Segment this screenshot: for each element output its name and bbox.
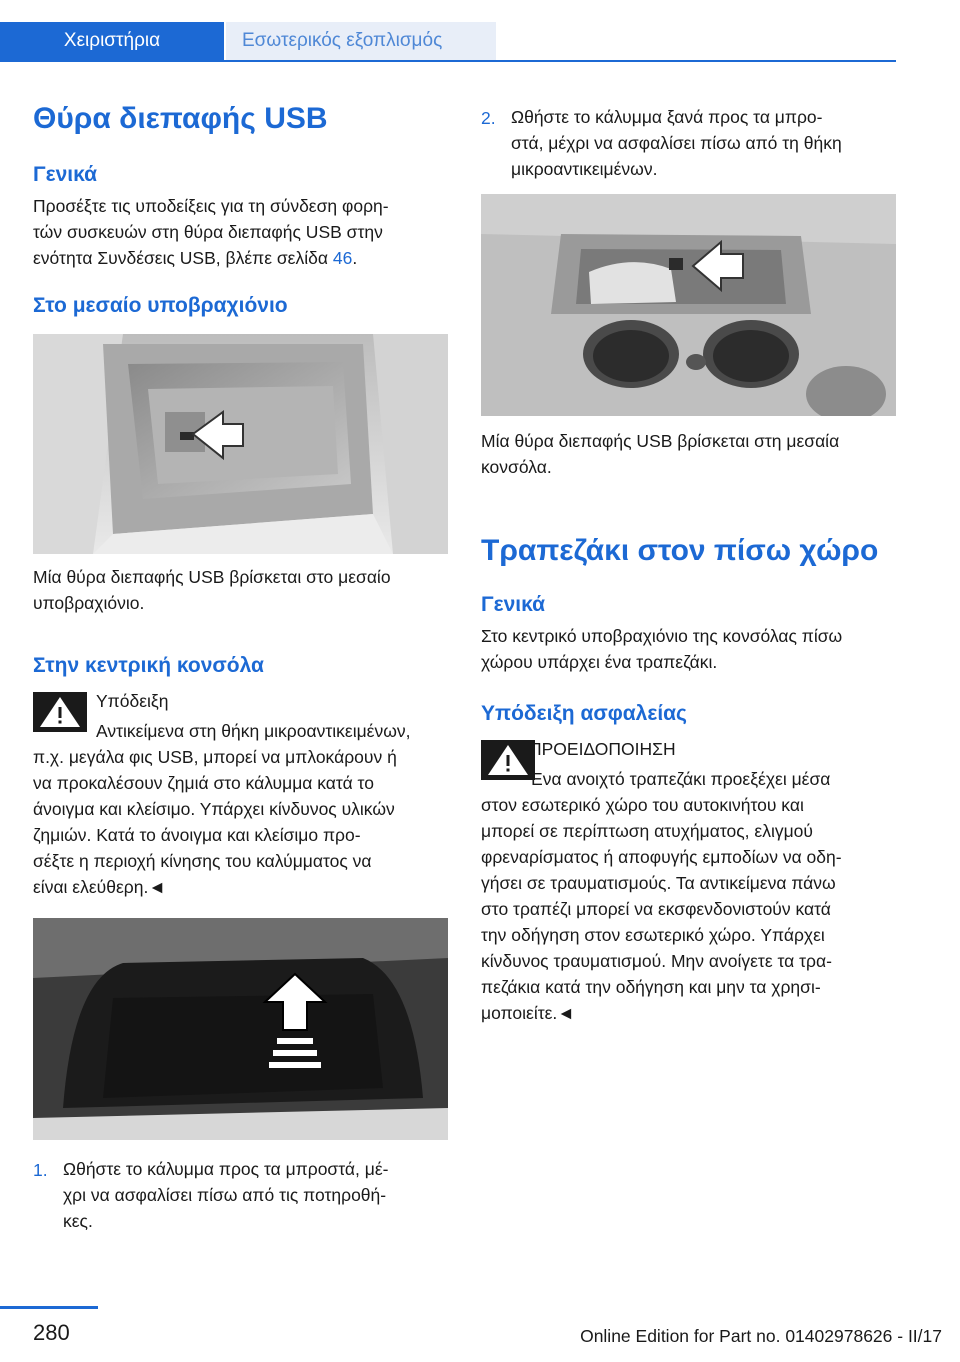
step-2-line-3: μικροαντικειμένων. — [511, 159, 658, 179]
footer-rule — [0, 1306, 98, 1309]
warning-line-9: πεζάκια κατά την οδήγηση και μην τα χρησι- — [481, 977, 821, 997]
tab-interior-equipment[interactable] — [226, 22, 496, 60]
general-line-1: Προσέξτε τις υποδείξεις για τη σύνδεση φορη- — [33, 196, 389, 216]
armrest-caption-line-1: Μία θύρα διεπαφής USB βρίσκεται στο μεσαίο — [33, 567, 391, 587]
warning-line-10: μοποιείτε.◄ — [481, 1003, 575, 1023]
warning-line-6: στο τραπέζι μπορεί να εκσφενδονιστούν κατά — [481, 899, 831, 919]
table-general-line-1: Στο κεντρικό υποβραχιόνιο της κονσόλας πίσω — [481, 626, 843, 646]
note-line-3: να προκαλέσουν ζημιά στο κάλυμμα κατά το — [33, 773, 374, 793]
general-paragraph — [33, 193, 453, 271]
console-usb-photo — [481, 194, 896, 416]
note-line-7: είναι ελεύθερη.◄ — [33, 877, 166, 897]
console-cover-photo — [33, 918, 448, 1140]
table-general-line-2: χώρου υπάρχει ένα τραπεζάκι. — [481, 652, 718, 672]
console-illustration — [481, 194, 896, 416]
armrest-usb-photo — [33, 334, 448, 554]
armrest-caption — [33, 564, 453, 616]
note-line-6: σέξτε η περιοχή κίνησης του καλύμματος να — [33, 851, 372, 871]
warning-line-1: Ένα ανοιχτό τραπεζάκι προεξέχει μέσα — [529, 769, 831, 789]
console-caption — [481, 428, 901, 480]
warning-line-7: την οδήγηση στον εσωτερικό χώρο. Υπάρχει — [481, 925, 825, 945]
heading-armrest: Στο μεσαίο υποβραχιόνιο — [33, 294, 288, 317]
note-label: Υπόδειξη — [96, 691, 169, 711]
heading-general: Γενικά — [33, 163, 98, 186]
page-ref-link[interactable]: 46 — [332, 248, 353, 268]
warning-label: ΠΡΟΕΙΔΟΠΟΙΗΣΗ — [529, 739, 676, 759]
warning-line-5: γήσει σε τραυματισμούς. Τα αντικείμενα πάνω — [481, 873, 836, 893]
heading-center-console: Στην κεντρική κονσόλα — [33, 654, 264, 677]
general-line-2: τών συσκευών στη θύρα διεπαφής USB στην — [33, 222, 383, 242]
edition-info: Online Edition for Part no. 01402978626 - II/17 — [580, 1326, 942, 1346]
step-1-line-2: χρι να ασφαλίσει πίσω από τις ποτηροθή- — [63, 1185, 387, 1205]
note-line-5: ζημιών. Κατά το άνοιγμα και κλείσιμο προ- — [33, 825, 361, 845]
warning-line-4: φρεναρίσματος ή αποφυγής εμποδίων να οδη- — [481, 847, 842, 867]
page-header — [0, 0, 960, 62]
console-caption-line-2: κονσόλα. — [481, 457, 552, 477]
tab-interior-label: Εσωτερικός εξοπλισμός — [242, 30, 443, 51]
console-caption-line-1: Μία θύρα διεπαφής USB βρίσκεται στη μεσαία — [481, 431, 840, 451]
armrest-caption-line-2: υποβραχιόνιο. — [33, 593, 145, 613]
tab-controls-label: Χειριστήρια — [63, 30, 161, 51]
note-line-1: Αντικείμενα στη θήκη μικροαντικειμένων, — [96, 721, 411, 741]
warning-line-8: κίνδυνος τραυματισμού. Μην ανοίγετε τα τρα- — [481, 951, 832, 971]
armrest-illustration — [33, 334, 448, 554]
cover-illustration — [33, 918, 448, 1140]
step-1-line-1: Ωθήστε το κάλυμμα προς τα μπροστά, μέ- — [63, 1159, 389, 1179]
step-2-line-1: Ωθήστε το κάλυμμα ξανά προς τα μπρο- — [511, 107, 823, 127]
heading-safety-note: Υπόδειξη ασφαλείας — [481, 702, 687, 725]
note-paragraph — [33, 718, 453, 900]
tab-controls[interactable] — [0, 22, 224, 60]
step-1-line-3: κες. — [63, 1211, 93, 1231]
step-2-number: 2. — [481, 108, 496, 128]
warning-line-2: στον εσωτερικό χώρο του αυτοκινήτου και — [481, 795, 804, 815]
step-1-text — [63, 1156, 453, 1234]
table-general-paragraph — [481, 623, 901, 675]
header-rule — [0, 60, 896, 62]
heading-table-general: Γενικά — [481, 593, 546, 616]
note-line-2: π.χ. μεγάλα φις USB, μπορεί να μπλοκάρουν ή — [33, 747, 397, 767]
page-number: 280 — [33, 1320, 70, 1345]
step-1-number: 1. — [33, 1160, 48, 1180]
step-2-line-2: στά, μέχρι να ασφαλίσει πίσω από τη θήκη — [511, 133, 842, 153]
note-line-4: άνοιγμα και κλείσιμο. Υπάρχει κίνδυνος υλικών — [33, 799, 395, 819]
general-line-3-text: ενότητα Συνδέσεις USB, βλέπε σελίδα — [33, 248, 328, 268]
step-2-text — [511, 104, 901, 182]
warning-line-3: μπορεί σε περίπτωση ατυχήματος, ελιγμού — [481, 821, 813, 841]
warning-paragraph — [481, 766, 901, 1026]
section-title-rear-table: Τραπεζάκι στον πίσω χώρο — [481, 534, 879, 567]
section-title-usb: Θύρα διεπαφής USB — [33, 102, 328, 135]
general-line-3: ενότητα Συνδέσεις USB, βλέπε σελίδα 46. — [33, 248, 358, 268]
